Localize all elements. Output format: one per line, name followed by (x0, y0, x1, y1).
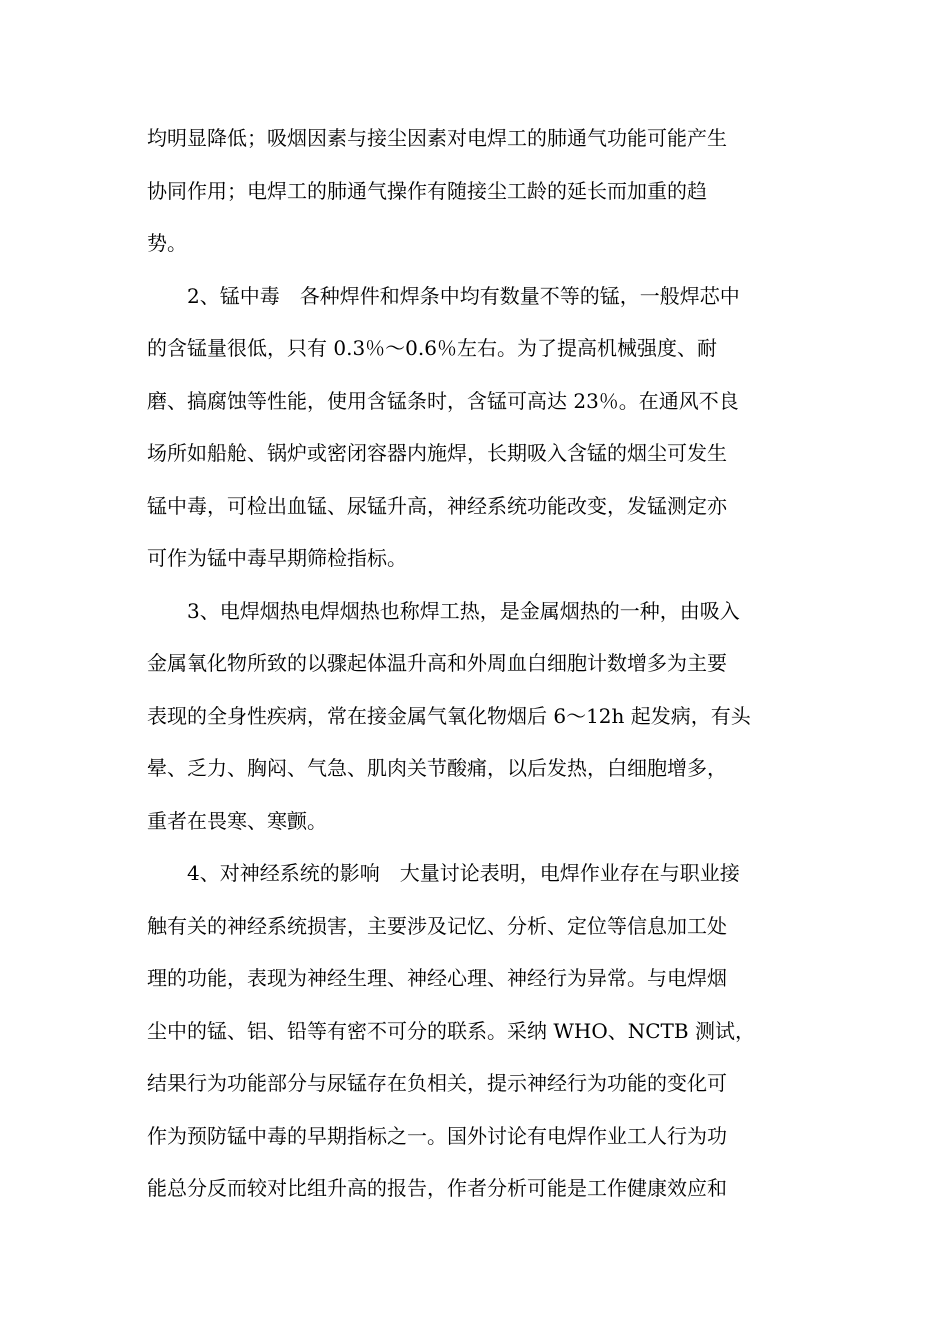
text-line: 晕、乏力、胸闷、气急、肌肉关节酸痛，以后发热，白细胞增多， (147, 756, 727, 780)
text-line: 表现的全身性疾病，常在接金属气氧化物烟后 6～12h 起发病，有头 (147, 703, 751, 728)
text-line: 锰中毒，可检出血锰、尿锰升高，神经系统功能改变，发锰测定亦 (147, 493, 727, 518)
text-line: 结果行为功能部分与尿锰存在负相关，提示神经行为功能的变化可 (147, 1071, 727, 1095)
text-line: 可作为锰中毒早期筛检指标。 (147, 546, 407, 570)
text-line: 磨、搞腐蚀等性能，使用含锰条时，含锰可高达 23％。在通风不良 (147, 388, 739, 413)
text-line: 3、电焊烟热电焊烟热也称焊工热，是金属烟热的一种，由吸入 (187, 598, 740, 623)
text-line: 4、对神经系统的影响 大量讨论表明，电焊作业存在与职业接 (187, 861, 740, 885)
paragraph-nervous-system (147, 847, 812, 1215)
text-line: 协同作用；电焊工的肺通气操作有随接尘工龄的延长而加重的趋 (147, 178, 707, 203)
text-line: 作为预防锰中毒的早期指标之一。国外讨论有电焊作业工人行为功 (147, 1123, 727, 1148)
text-line: 2、锰中毒 各种焊件和焊条中均有数量不等的锰，一般焊芯中 (187, 283, 740, 308)
text-line: 重者在畏寒、寒颤。 (147, 808, 327, 833)
text-line: 势。 (147, 231, 187, 255)
paragraph-welding-fume-fever (147, 585, 812, 848)
text-line: 尘中的锰、铝、铅等有密不可分的联系。采纳 WHO、NCTB 测试， (147, 1018, 755, 1043)
text-line: 触有关的神经系统损害，主要涉及记忆、分析、定位等信息加工处 (147, 913, 727, 938)
text-line: 的含锰量很低，只有 0.3％～0.6％左右。为了提高机械强度、耐 (147, 336, 717, 360)
text-line: 理的功能，表现为神经生理、神经心理、神经行为异常。与电焊烟 (147, 966, 727, 990)
paragraph-lung-function (147, 112, 812, 270)
text-line: 能总分反而较对比组升高的报告，作者分析可能是工作健康效应和 (147, 1176, 727, 1200)
paragraph-manganese-poisoning (147, 270, 812, 585)
text-line: 均明显降低；吸烟因素与接尘因素对电焊工的肺通气功能可能产生 (147, 126, 727, 150)
text-line: 金属氧化物所致的以骤起体温升高和外周血白细胞计数增多为主要 (147, 651, 727, 675)
text-line: 场所如船舱、锅炉或密闭容器内施焊，长期吸入含锰的烟尘可发生 (147, 441, 727, 465)
document-body (147, 112, 812, 1215)
